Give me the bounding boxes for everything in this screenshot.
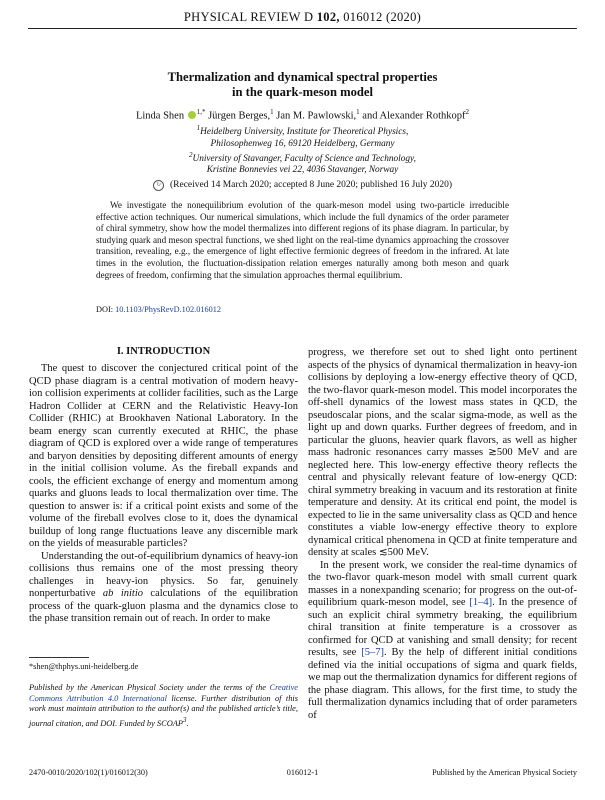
right-column xyxy=(308,347,577,722)
check-for-updates-icon[interactable]: ↻ xyxy=(153,180,164,191)
footer-publisher: Published by the American Physical Society xyxy=(432,768,577,777)
journal-name: PHYSICAL REVIEW D xyxy=(183,10,314,24)
orcid-icon[interactable] xyxy=(188,111,196,119)
section-heading: I. INTRODUCTION xyxy=(116,346,211,357)
author-2-affil: 1 xyxy=(270,108,274,116)
affil-2-mark: 2 xyxy=(188,150,193,159)
right-p2-text-a: In the present work, we consider the real-time dynamics of the two-flavor quark-meson model with small current quark masses in a nonexpanding scenario; for progress on the out-of-equilibrium quark-meson model, see xyxy=(308,559,577,608)
right-p2-text-b: . In the presence of such an explicit chiral symmetry breaking, the equilibrium chiral transition at finite temperature is a crossover as confirmed for QCD at vanishing and small density; for recent results, see xyxy=(308,597,578,658)
dates-text: (Received 14 March 2020; accepted 8 June 2020; published 16 July 2020) xyxy=(169,180,453,190)
article-number: 016012 (2020) xyxy=(343,10,422,24)
intro-p2-italic: ab initio xyxy=(102,588,143,599)
title-line-2: in the quark-meson model xyxy=(232,85,373,99)
author-1[interactable]: Linda Shen xyxy=(135,110,185,122)
footnote-rule xyxy=(29,657,89,658)
doi-label: DOI: xyxy=(96,305,114,314)
running-header xyxy=(0,10,605,25)
footer-issn: 2470-0010/2020/102(1)/016012(30) xyxy=(29,768,148,777)
license-end: . xyxy=(186,718,189,728)
affil-2-line-1: University of Stavanger, Faculty of Science and Technology, xyxy=(192,154,416,164)
license-notice xyxy=(29,683,298,729)
license-text-a: Published by the American Physical Society under the terms of the xyxy=(29,683,266,692)
title-line-1: Thermalization and dynamical spectral properties xyxy=(167,70,438,84)
publication-dates xyxy=(0,180,605,191)
author-3-affil: 1 xyxy=(356,108,360,116)
intro-paragraph-2 xyxy=(29,551,298,626)
affiliations xyxy=(0,123,605,177)
journal-volume: 102, xyxy=(316,10,340,24)
intro-p2-text-b: calculations of the equilibration process of the quark-gluon plasma and the dynamics close to the phase transition remain out of reach. In order to make xyxy=(29,588,299,624)
affil-2-line-2: Kristine Bonnevies vei 22, 4036 Stavanger, Norway xyxy=(206,165,399,176)
author-list xyxy=(0,108,605,122)
doi-line xyxy=(96,305,221,314)
affil-1-line-2: Philosophenweg 16, 69120 Heidelberg, Germany xyxy=(210,138,395,149)
author-3[interactable]: Jan M. Pawlowski, xyxy=(276,110,357,122)
citation-link-1[interactable]: [1–4] xyxy=(469,597,493,608)
author-1-affil: 1,* xyxy=(196,108,206,116)
license-link[interactable]: Creative Commons Attribution 4.0 International xyxy=(29,683,299,703)
right-p2-text-c: . By the help of different initial conditions defined via the initial occupations of sigma and quark fields, we map out the thermalization dynamics for different regions of the phase diagram. This allows, for the first time, to study the full thermalization dynamics including that of order parameters of xyxy=(308,647,578,721)
citation-link-2[interactable]: [5–7] xyxy=(361,647,384,658)
footnote-email[interactable]: *shen@thphys.uni-heidelberg.de xyxy=(29,662,139,671)
abstract: We investigate the nonequilibrium evolution of the quark-meson model using two-particle irreducible effective action techniques. Our numerical simulations, which include the full dynamics of the order parameter of chiral symmetry, show how the model thermalizes into different regions of its phase diagram. In particular, by studying quark and meson spectral functions, we shed light on the real-time dynamics approaching the crossover transition, revealing, e.g., the emergence of light effective fermionic degrees of freedom in the infrared. At late times in the evolution, the fluctuation-dissipation relation emerges naturally among both meson and quark degrees of freedom, confirming that the simulation approaches thermal equilibrium. xyxy=(96,200,509,280)
author-2[interactable]: Jürgen Berges, xyxy=(208,110,271,122)
author-4[interactable]: and Alexander Rothkopf xyxy=(362,110,466,122)
license-sup: 3 xyxy=(183,715,187,724)
intro-p2-text-a: Understanding the out-of-equilibrium dynamics of heavy-ion collisions thus remains one of the most pressing theory challenges in heavy-ion physics. So far, genuinely nonperturbative xyxy=(29,550,298,599)
right-paragraph-1: progress, we therefore set out to shed light onto pertinent aspects of the physics of dynamical thermalization in heavy-ion collisions by deploying a low-energy effective theory of QCD, the two-flavor quark-meson model. This model incorporates the off-shell dynamics of the lowest mass states in QCD, the pseudoscalar pions, and the scalar sigma-mode, as well as the light up and down quarks. Further degrees of freedom, and in particular the gluons, heavier quark flavors, as well as higher mass hadronic resonances carry masses ≳500 MeV and are neglected here. This low-energy effective theory reflects the central and physically relevant feature of low-energy QCD: chiral symmetry breaking in vacuum and its restoration at finite temperature and density. At its critical end point, the model is expected to lie in the same universality class as QCD and hence constitutes a viable low-energy effective theory to explore dynamical critical phenomena in QCD at finite temperature and density at scales ≲500 MeV. xyxy=(308,347,577,558)
footer-page-number: 016012-1 xyxy=(286,768,319,777)
left-column xyxy=(29,363,298,626)
affil-1-mark: 1 xyxy=(196,124,201,132)
doi-link[interactable]: 10.1103/PhysRevD.102.016012 xyxy=(115,305,222,314)
license-text-b: license. Further distribution of this work must maintain attribution to the author(s) and the published article’s title, journal citation, and DOI. Funded by SCOAP xyxy=(29,693,299,728)
affil-1-line-1: Heidelberg University, Institute for Theoretical Physics, xyxy=(200,127,409,138)
author-4-affil: 2 xyxy=(465,108,470,116)
paper-title xyxy=(0,70,605,100)
header-rule xyxy=(28,28,577,29)
right-paragraph-2 xyxy=(308,560,577,723)
intro-paragraph-1: The quest to discover the conjectured critical point of the QCD phase diagram is a central motivation of modern heavy-ion collision experiments at collider facilities, such as the Large Hadron Collider at CERN and the Relativistic Heavy-Ion Collider (RHIC) at Brookhaven National Laboratory. In the beam energy scan currently executed at RHIC, the phase diagram of QCD is explored over a wide range of temperatures and baryon densities by depositing different amounts of energy in the initial collision volume. As the fireball expands and cools, the efficient exchange of energy and momentum among quarks and gluons leads to local thermalization over time. The question to answer is: if a critical point exists and some of the volume of the fireball evolves close to it, does the dynamical buildup of long range fluctuations leave any discernible mark on the yields of measurable particles? xyxy=(29,363,298,549)
